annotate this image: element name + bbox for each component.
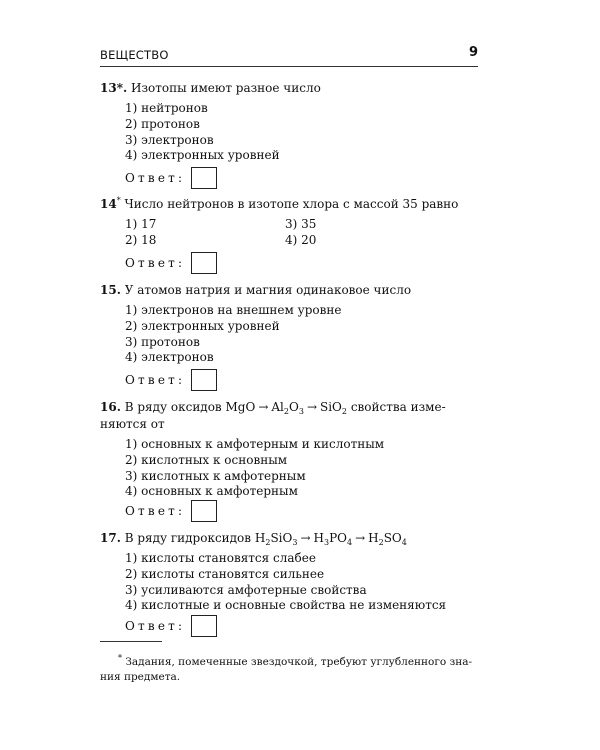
option: 2) кислотных к основным xyxy=(125,452,288,467)
section-title: ВЕЩЕСТВО xyxy=(100,48,169,62)
answer-box[interactable] xyxy=(191,167,217,189)
answer-label: Ответ: xyxy=(125,373,186,387)
task-16-question xyxy=(100,399,480,416)
task-15 xyxy=(100,282,480,366)
footnote-divider xyxy=(100,641,162,642)
arrow-icon: → xyxy=(306,400,317,414)
answer-box[interactable] xyxy=(191,369,217,391)
option: 1) электронов на внешнем уровне xyxy=(125,303,342,317)
arrow-icon: → xyxy=(300,531,311,545)
option: 4) основных к амфотерным xyxy=(125,484,298,499)
answer-box[interactable] xyxy=(191,615,217,637)
footnote-mark: * xyxy=(116,196,121,205)
option: 2) 18 xyxy=(125,232,157,247)
task-14-options xyxy=(125,217,480,249)
option: 4) 20 xyxy=(285,232,317,247)
task-13 xyxy=(100,80,480,164)
question-text: В ряду гидроксидов xyxy=(124,531,252,545)
answer-label: Ответ: xyxy=(125,619,186,633)
task-14-question xyxy=(100,196,480,213)
option: 3) кислотных к амфотерным xyxy=(125,468,306,483)
option: 4) электронов xyxy=(125,350,214,365)
arrow-icon: → xyxy=(258,400,269,414)
answer-box[interactable] xyxy=(191,252,217,274)
task-number: 14 xyxy=(100,197,117,211)
task-17-question xyxy=(100,530,480,547)
task-15-question xyxy=(100,282,480,299)
footnote xyxy=(100,653,478,685)
task-16 xyxy=(100,399,480,500)
answer-box[interactable] xyxy=(191,500,217,522)
option: 1) 17 xyxy=(125,217,157,231)
answer-label: Ответ: xyxy=(125,171,186,185)
answer-label: Ответ: xyxy=(125,256,186,270)
task-number: 13*. xyxy=(100,81,128,95)
question-text: Изотопы имеют разное число xyxy=(130,81,321,95)
question-text: В ряду оксидов xyxy=(124,400,222,414)
option: 3) протонов xyxy=(125,334,200,349)
formula: MgO → $Al_2O_3 \to SiO_2$ xyxy=(225,400,347,416)
question-text: свойства изме- xyxy=(350,400,446,414)
option: 2) протонов xyxy=(125,116,200,131)
option: 1) основных к амфотерным и кислотным xyxy=(125,437,385,451)
footnote-mark: * xyxy=(118,653,122,663)
page-number: 9 xyxy=(468,45,478,60)
task-number: 15. xyxy=(100,283,121,297)
answer-label: Ответ: xyxy=(125,504,186,518)
task-13-options xyxy=(125,101,480,164)
task-16-options xyxy=(125,437,480,500)
task-number: 16. xyxy=(100,400,121,414)
task-15-options xyxy=(125,303,480,366)
arrow-icon: → xyxy=(355,531,366,545)
option: 2) электронных уровней xyxy=(125,318,280,333)
task-17 xyxy=(100,530,480,614)
option: 1) кислоты становятся слабее xyxy=(125,551,316,565)
option: 4) электронных уровней xyxy=(125,148,280,163)
option: 1) нейтронов xyxy=(125,101,208,115)
task-13-question xyxy=(100,80,480,97)
page-header xyxy=(100,44,478,67)
task-14 xyxy=(100,196,480,249)
question-text: Число нейтронов в изотопе хлора с массой 35 равно xyxy=(124,197,459,211)
option: 2) кислоты становятся сильнее xyxy=(125,566,325,581)
formula: $H_2SiO_3 \to H_3PO_4 \to H_2SO_4$ xyxy=(254,531,407,547)
option: 3) усиливаются амфотерные свойства xyxy=(125,582,367,597)
option: 3) электронов xyxy=(125,132,214,147)
question-text: У атомов натрия и магния одинаковое число xyxy=(124,283,412,297)
task-17-options xyxy=(125,551,480,614)
question-text-line2: няются от xyxy=(100,417,165,431)
task-number: 17. xyxy=(100,531,121,545)
footnote-text-line2: ния предмета. xyxy=(100,671,181,683)
footnote-text: Задания, помеченные звездочкой, требуют углубленного зна- xyxy=(125,656,473,668)
option: 4) кислотные и основные свойства не изменяются xyxy=(125,598,447,613)
option: 3) 35 xyxy=(285,217,317,231)
